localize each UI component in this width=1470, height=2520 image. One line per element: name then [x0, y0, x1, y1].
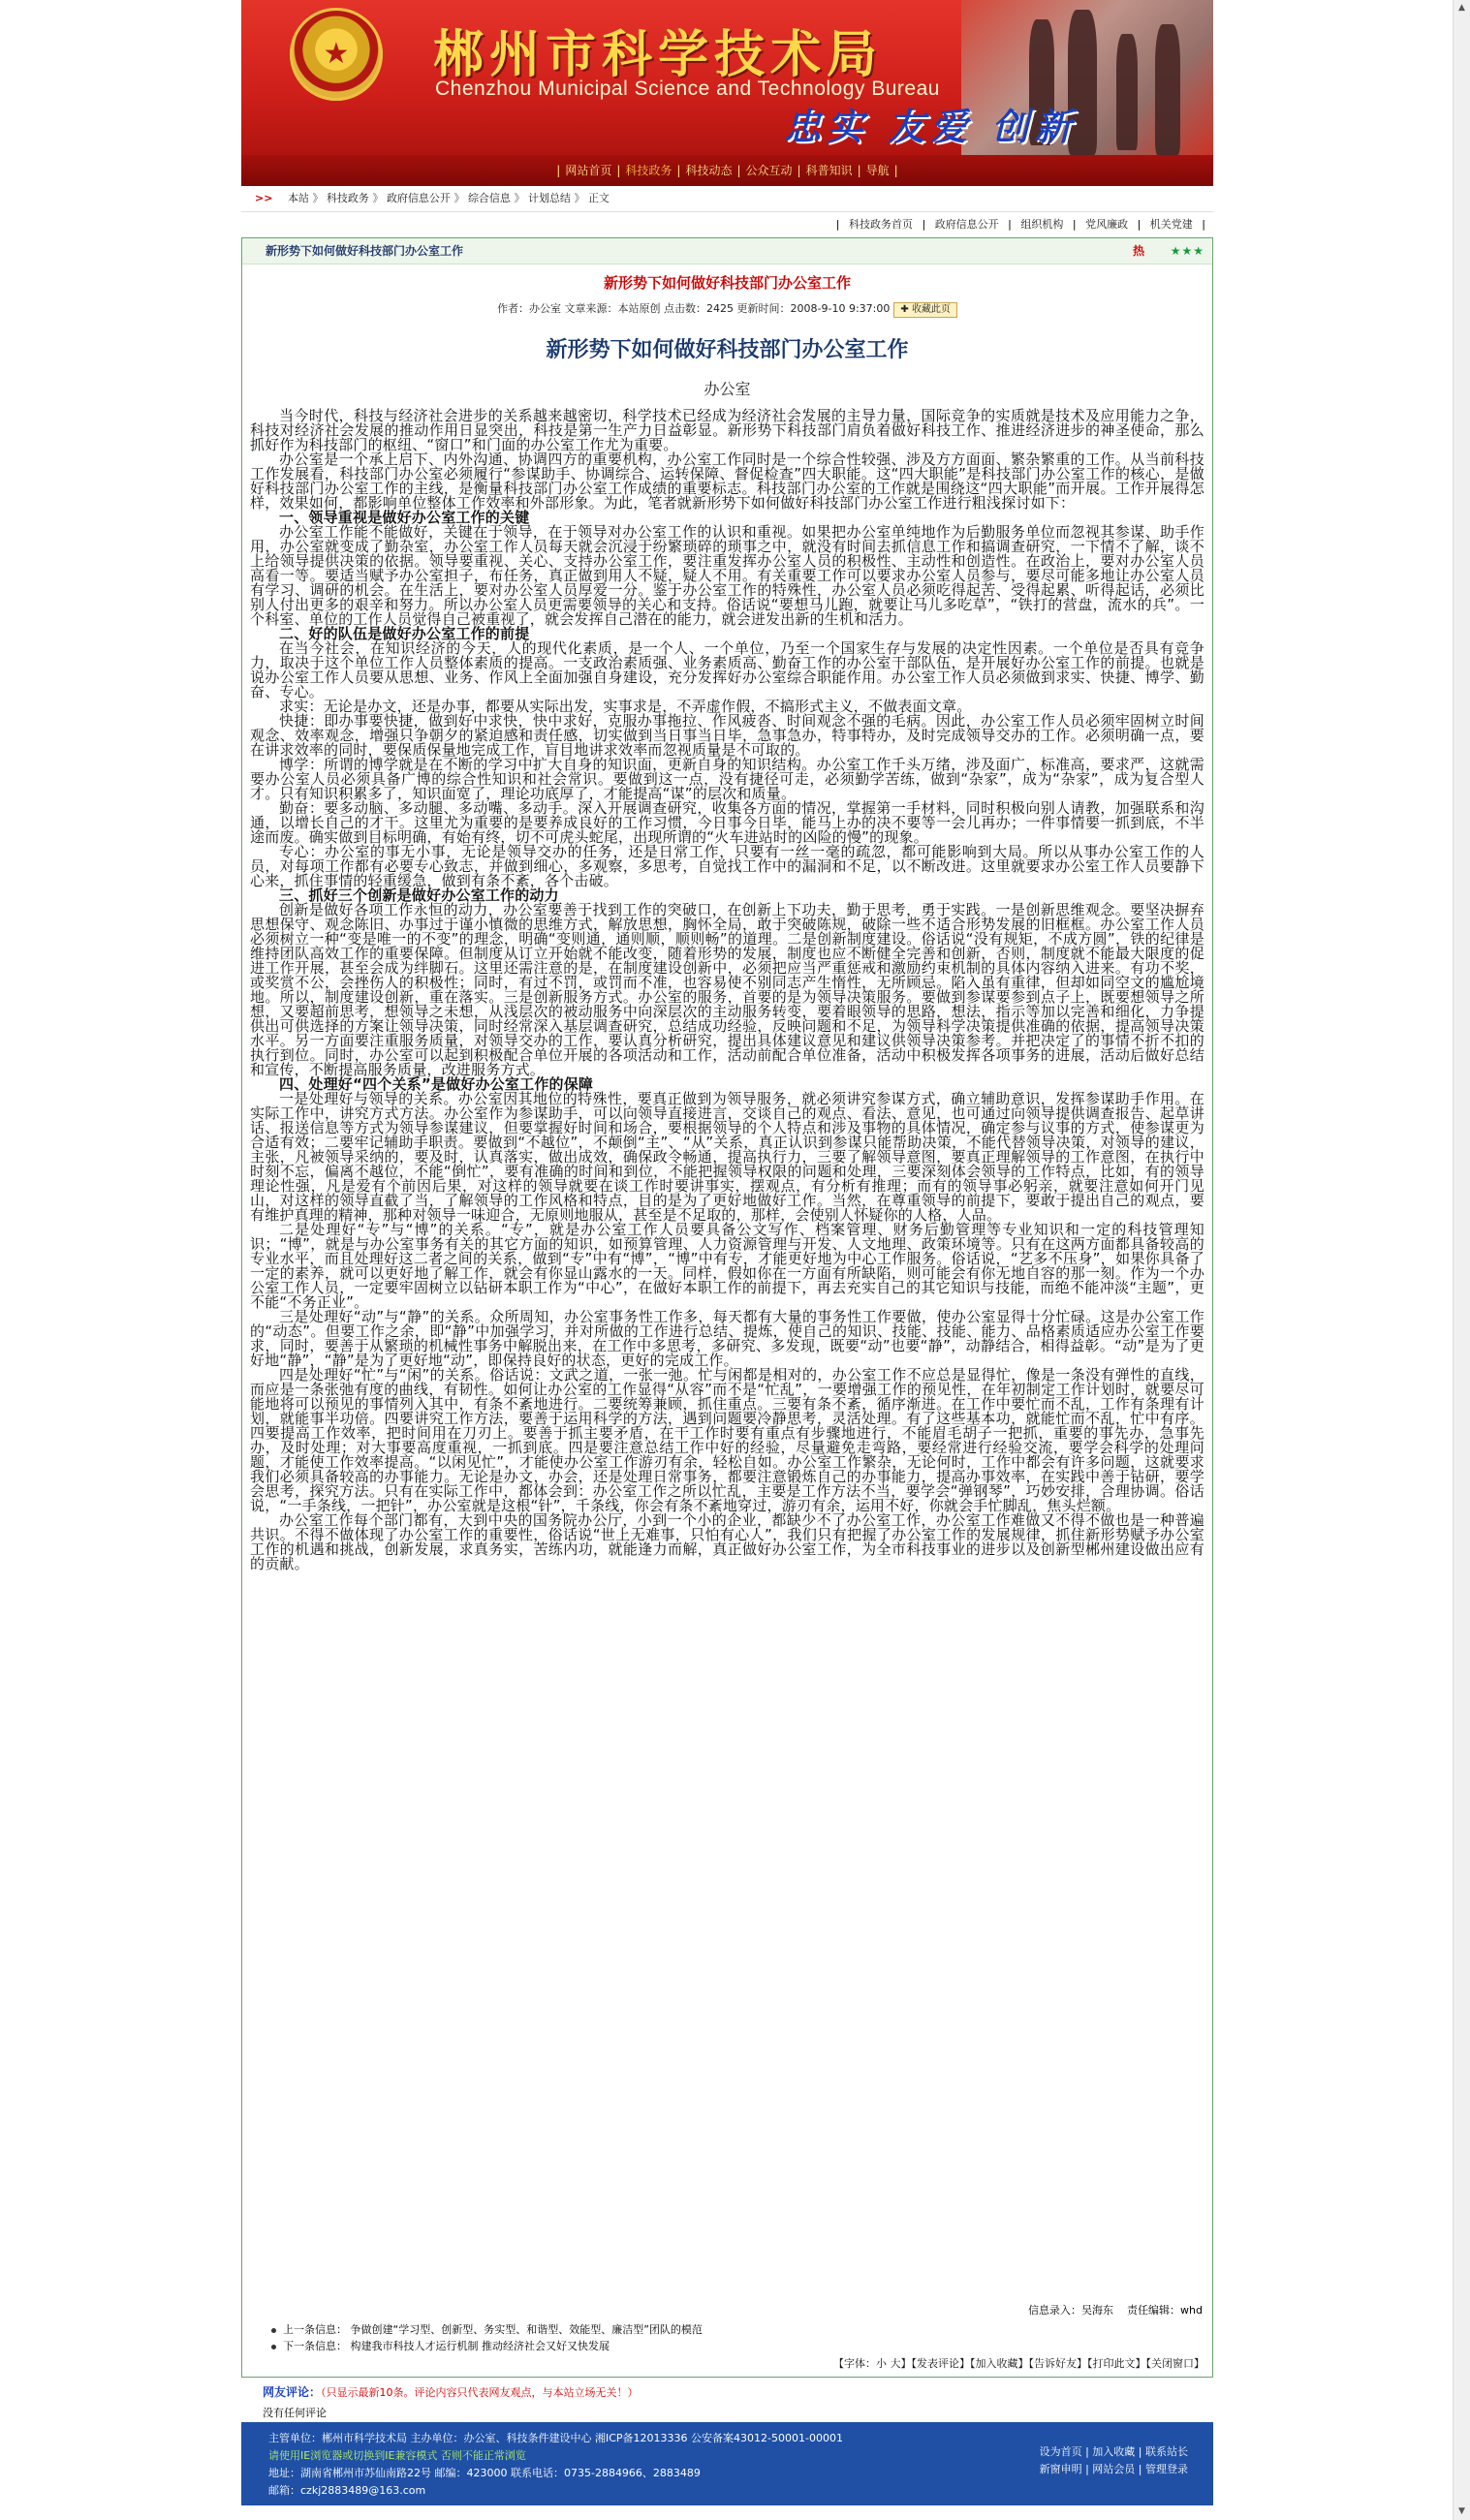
add-favorite-link[interactable]: 加入收藏	[1092, 2445, 1136, 2458]
favorite-button[interactable]: ✚ 收藏此页	[893, 302, 957, 318]
article-body	[250, 409, 1204, 1571]
breadcrumb: >> 本站 》 科技政务 》 政府信息公开 》 综合信息 》 计划总结 》 正文	[241, 186, 1213, 212]
article-paragraph: 创新是做好各项工作永恒的动力，办公室要善于找到工作的突破口，在创新上下功夫，勤于思考，勇于实践。一是创新思维观念。要坚决摒弃思想保守、观念陈旧、办事过于谨小慎微的思维方式，解放思想，胸怀全局，敢于突破陈规，破除一些不适合形势发展的旧框框。办公室工作人员必须树立一种“变是唯一的不变”的理念，明确“变则通，通则顺，顺则畅”的道理。二是创新制度建设。俗话说“没有规矩，不成方圆”，铁的纪律是维持团队高效工作的重要保障。但制度从订立开始就不能改变，随着形势的发展，制度也应不断健全完善和创新，否则，制度就不能最大限度的促进工作开展，甚至会成为绊脚石。这里还需注意的是，在制度建设创新中，必须把应当严重惩戒和激励约束机制的具体内容纳入进来。有功不奖，或奖赏不公，会挫伤人的积极性；同时，有过不罚，或罚而不准，也容易使不别同志产生惰性，无所顾忌。陷入虽有重律，但却如同空文的尴尬境地。所以，制度建设创新，重在落实。三是创新服务方式。办公室的服务，首要的是为领导决策服务。要做到参谋要参到点子上，既要想领导之所想，又要超前思考，想领导之未想，从浅层次的被动服务中向深层次的主动服务转变，要着眼领导的思路，想法，指示等加以完善和细化，力争提供出可供选择的方案让领导决策，同时经常深入基层调查研究，总结成功经验，反映问题和不足，为领导科学决策提供准确的依据，提高领导决策水平。另一方面要注重服务质量，对领导交办的工作，要认真分析研究，提出具体建议意见和建议供领导决策参考。并把决定了的事情不折不扣的执行到位。同时，办公室可以起到积极配合单位开展的各项活动和工作，活动前配合单位准备，活动中积极发挥各项事务的进展，活动后做好总结和宣传，不断提高服务质量，改进服务方式。	[250, 901, 1204, 1078]
font-size-link[interactable]: 【字体：小 大】	[833, 2357, 912, 2370]
footer-links: 设为首页 | 加入收藏 | 联系站长 新窗申明 | 网站会员 | 管理登录	[1039, 2445, 1188, 2475]
article-paragraph: 办公室工作每个部门都有，大到中央的国务院办公厅，小到一个小的企业，都缺少不了办公室工作，办公室工作难做又不得不做也是一种普遍共识。不得不做体现了办公室工作的重要性，俗话说“世上无难事，只怕有心人”，我们只有把握了办公室工作的发展规律，抓住新形势赋予办公室工作的机遇和挑战，创新发展，求真务实，苦练内功，就能逢力而解，真正做好办公室工作，为全市科技事业的进步以及创新型郴州建设做出应有的贡献。	[250, 1511, 1204, 1572]
article-paragraph: 博学：所谓的博学就是在不断的学习中扩大自身的知识面，更新自身的知识结构。办公室工作千头万绪，涉及面广，标准高，要求严，这就需要办公室人员必须具备广博的综合性知识和社会常识。要做到这一点，没有捷径可走，必须勤学苦练，做到“杂家”，成为“杂家”，成为复合型人才。只有知识积累多了，知识面宽了，理论功底厚了，才能提高“谋”的层次和质量。	[250, 756, 1204, 802]
article-toolbar	[833, 2355, 1204, 2371]
tell-friend-link[interactable]: 【告诉好友】	[1028, 2357, 1087, 2370]
admin-login-link[interactable]: 管理登录	[1145, 2463, 1188, 2475]
print-link[interactable]: 【打印此文】	[1087, 2357, 1146, 2370]
article-paragraph: 一是处理好与领导的关系。办公室因其地位的特殊性，要真正做到为领导服务，就必须讲究参谋方式，确立辅助意识，发挥参谋助手作用。在实际工作中，讲究方式方法。办公室作为参谋助手，可以向领导直接进言，交谈自己的观点、看法、意见，也可通过向领导提供调查报告、起草讲话、报送信息等方式为领导参谋建议，但要掌握好时间和场合，要根据领导的个人特点和涉及事物的具体情况，确定参与议事的方式，使参谋更为合适有效；二要牢记辅助手职责。要做到“不越位”，不颠倒“主”、“从”关系，真正认识到参谋只能帮助决策，不能代替领导决策，对领导的建议，主张，凡被领导采纳的，要及时，认真落实，做出成效，确保政令畅通，提高执行力，三要了解领导意图，要真正理解领导的工作意图，在执行中时刻不忘，偏离不越位，不能“倒忙”，要有准确的时间和到位，不能把握领导权限的问题和处理，三要深刻体会领导的工作特点，比如，有的领导理论性强，凡是爱有个前因后果，对这样的领导就要在谈工作时要讲事实，摆观点，有分析有推理；而有的领导事必躬亲，就要注意如何开门见山，对这样的领导直截了当，了解领导的工作风格和特点，目的是为了更好地做好工作。当然，在尊重领导的前提下，要敢于提出自己的观点，要有维护真理的精神，那种对领导一味迎合，无原则地服从，甚至是不足取的，那样，会使别人怀疑你的人格，人品。	[250, 1090, 1204, 1224]
nav-item-news[interactable]: 科技动态	[685, 164, 733, 177]
breadcrumb-item[interactable]: 科技政务	[326, 192, 369, 204]
article-section-heading: 一、领导重视是做好办公室工作的关键	[279, 509, 530, 526]
footer-email: 邮箱：czkj2883489@163.com	[268, 2484, 426, 2497]
footer-address: 地址：湖南省郴州市苏仙南路22号 邮编：423000 联系电话：0735-2884966、2883489	[268, 2467, 701, 2479]
site-footer	[241, 2422, 1213, 2505]
set-homepage-link[interactable]: 设为首页	[1039, 2445, 1082, 2458]
close-window-link[interactable]: 【关闭窗口】	[1145, 2357, 1204, 2370]
breadcrumb-item[interactable]: 本站	[287, 192, 309, 204]
comments-label: 网友评论：	[263, 2385, 322, 2399]
article-box-header	[242, 238, 1212, 264]
scroll-down-icon[interactable]: ▼	[1458, 2506, 1465, 2516]
breadcrumb-current: 正文	[587, 192, 610, 204]
comments-header	[263, 2383, 639, 2400]
article-paragraph: 办公室是一个承上启下、内外沟通、协调四方的重要机构，办公室工作同时是一个综合性较强、涉及方方面面、繁杂繁重的工作。从当前科技工作发展看，科技部门办公室必须履行“参谋助手、协调综合、运转保障、督促检查”四大职能。这“四大职能”是科技部门办公室工作的核心，是做好科技部门办公室工作的主线，是衡量科技部门办公室工作成绩的重要标志。科技部门办公室的工作就是围绕这“四大职能”而开展。工作开展得怎样，效果如何，都影响单位整体工作效率和外部形象。为此，笔者就新形势下如何做好科技部门办公室工作进行粗浅探讨如下：	[250, 451, 1204, 512]
article-paragraph: 三是处理好“动”与“静”的关系。众所周知，办公室事务性工作多，每天都有大量的事务性工作要做，使办公室显得十分忙碌。这是办公室工作的“动态”。但要工作之余，即“静”中加强学习，并对所做的工作进行总结、提炼，使自己的知识、技能、技能、能力、品格素质适应办公室工作要求，同时，要善于从繁琐的机械性事务中解脱出来，在工作中多思考，多研究、多发现，既要“动”也要“静”，动静结合，相得益彰。“动”是为了更好地“静”，“静”是为了更好地“动”，即保持良好的状态，更好的完成工作。	[250, 1308, 1204, 1369]
article-paragraph: 在当今社会，在知识经济的今天，人的现代化素质，是一个人、一个单位，乃至一个国家生存与发展的决定性因素。一个单位是否具有竞争力，取决于这个单位工作人员整体素质的提高。一支政治素质强、业务素质高、勤奋工作的办公室干部队伍，是开展好办公室工作的前提。也就是说办公室工作人员要从思想、业务、作风上全面加强自身建设，充分发挥好办公室综合职能作用。办公室工作人员必须做到求实、快捷、博学、勤奋、专心。	[250, 639, 1204, 700]
article-box	[241, 237, 1213, 2378]
quick-links: | 科技政务首页 | 政府信息公开 | 组织机构 | 党风廉政 | 机关党建 |	[835, 218, 1205, 231]
next-article[interactable]: 下一条信息： 构建我市科技人才运行机制 推动经济社会又好又快发展	[271, 2338, 703, 2354]
article-section-heading: 四、处理好“四个关系”是做好办公室工作的保障	[279, 1075, 594, 1093]
related-articles	[271, 2321, 703, 2354]
article-paragraph: 当今时代，科技与经济社会进步的关系越来越密切，科学技术已经成为经济社会发展的主导力量，国际竞争的实质就是技术及应用能力之争，科技对经济社会发展的推动作用日显突出，科技是第一生产力日益彰显。新形势下科技部门肩负着做好科技工作、推进经济进步的神圣使命，那么抓好作为科技部门的枢纽、“窗口”和门面的办公室工作尤为重要。	[250, 407, 1204, 453]
scroll-up-icon[interactable]: ▲	[1458, 3, 1465, 13]
nav-item-home[interactable]: 网站首页	[565, 164, 612, 177]
site-motto: 忠实 友爱 创新	[784, 106, 1078, 148]
page-scrollbar[interactable]	[1453, 0, 1470, 2520]
article-paragraph: 四是处理好“忙”与“闲”的关系。俗话说：文武之道，一张一弛。忙与闲都是相对的，办公室工作不应总是显得忙，像是一条没有弹性的直线，而应是一条张弛有度的曲线，有韧性。如何让办公室的工作显得“从容”而不是“忙乱”，一要增强工作的预见性，在年初制定工作计划时，就要尽可能地将可以预见的事情列入其中，有条不紊地进行。二要统筹兼顾，抓住重点。三要有条不紊，循序渐进。在工作中要忙而不乱，工作有条理有计划，就能事半功倍。四要讲究工作方法，要善于运用科学的方法，遇到问题要冷静思考，灵活处理。有了这些基本功，就能忙而不乱，忙中有序。四要提高工作效率，把时间用在刀刃上。要善于抓主要矛盾，在干工作时要有重点有步骤地进行，不能眉毛胡子一把抓，重要的事先办，急事先办，及时处理；对大事要高度重视，一抓到底。四是要注意总结工作中好的经验，尽量避免走弯路，要经常进行经验交流，要学会科学的处理问题，才能使工作效率提高。“以闲见忙”，才能使办公室工作游刃有余，轻松自如。办公室工作繁杂，无论何时，工作中都会有许多问题，这就要求我们必须具备较高的办事能力。无论是办文，办会，还是处理日常事务，都要注意锻炼自己的办事能力，提高办事效率，在实践中善于钻研，要学会思考，探究方法。只有在实际工作中，都体会到：办公室工作之所以忙乱，主要是工作方法不当，要学会“弹钢琴”，巧妙安排，合理协调。俗话说，“一手条线，一把针”，办公室就是这根“针”，千条线，你会有条不紊地穿过，游刃有余，运用不好，你就会手忙脚乱，焦头烂额。	[250, 1366, 1204, 1514]
bookmark-link[interactable]: 【加入收藏】	[970, 2357, 1029, 2370]
article-author: 办公室	[704, 380, 751, 398]
article-title: 新形势下如何做好科技部门办公室工作	[546, 338, 909, 362]
breadcrumb-item[interactable]: 政府信息公开	[386, 192, 451, 204]
quicklink-integrity[interactable]: 党风廉政	[1085, 218, 1129, 231]
site-banner	[241, 0, 1213, 155]
article-paragraph: 勤奋：要多动脑、多动腿、多动嘴、多动手。深入开展调查研究，收集各方面的情况，掌握第一手材料，同时积极向别人请教，加强联系和沟通，以增长自己的才干。这里尤为重要的是要养成良好的工作习惯，今日事今日毕，能马上办的决不要等一会儿再办；一件事情要一抓到底，不半途而废。确实做到目标明确，有始有终，切不可虎头蛇尾，出现所谓的“火车进站时的凶险的慢”的现象。	[250, 799, 1204, 846]
site-title: 郴州市科学技术局	[433, 25, 884, 84]
page	[241, 0, 1213, 2497]
comments-note: （只显示最新10条。评论内容只代表网友观点，与本站立场无关！）	[321, 2386, 639, 2399]
box-title: 新形势下如何做好科技部门办公室工作	[266, 244, 464, 258]
article-paragraph: 求实：无论是办文，还是办事，都要从实际出发，实事求是，不弄虚作假，不搞形式主义，不做表面文章。	[279, 698, 972, 715]
quicklink-affairs-home[interactable]: 科技政务首页	[848, 218, 913, 231]
footer-browser-note: 请使用IE浏览器或切换到IE兼容模式 否则不能正常浏览	[268, 2449, 526, 2462]
article-section-heading: 三、抓好三个创新是做好办公室工作的动力	[279, 887, 559, 904]
nav-item-science[interactable]: 科普知识	[805, 164, 853, 177]
members-link[interactable]: 网站会员	[1092, 2463, 1136, 2475]
prev-article[interactable]: 上一条信息： 争做创建“学习型、创新型、务实型、和谐型、效能型、廉洁型”团队的模范	[271, 2321, 703, 2338]
nav-item-interaction[interactable]: 公众互动	[745, 164, 793, 177]
rating-stars: ★★★	[1170, 244, 1204, 258]
favorite-icon: ✚	[900, 304, 912, 315]
article-meta: 作者：办公室 文章来源：本站原创 点击数：2425 更新时间：2008-9-10 9:37:00 ✚ 收藏此页	[242, 300, 1212, 318]
contact-link[interactable]: 联系站长	[1145, 2445, 1188, 2458]
comment-link[interactable]: 【发表评论】	[911, 2357, 970, 2370]
article-paragraph: 专心：办公室的事无小事，无论是领导交办的任务，还是日常工作，只要有一丝一毫的疏忽，都可能影响到大局。所以从事办公室工作的人员，对每项工作都有必要专心致志，并做到细心，多观察，多思考，自觉找工作中的漏洞和不足，以不断改进。这里就要求办公室工作人员要静下心来，抓住事情的轻重缓急，做到有条不紊，各个击破。	[250, 843, 1204, 889]
quicklink-gov-info[interactable]: 政府信息公开	[934, 218, 999, 231]
nav-item-guide[interactable]: 导航	[865, 164, 890, 177]
quicklink-org[interactable]: 组织机构	[1020, 218, 1064, 231]
footer-host: 主管单位：郴州市科学技术局 主办单位：办公室、科技条件建设中心 湘ICP备12013336 公安备案43012-50001-00001	[268, 2432, 843, 2444]
no-comments: 没有任何评论	[263, 2407, 327, 2419]
breadcrumb-item[interactable]: 综合信息	[467, 192, 511, 204]
hot-badge: 热	[1132, 244, 1144, 258]
statement-link[interactable]: 新窗申明	[1039, 2463, 1082, 2475]
article-paragraph: 办公室工作能不能做好，关键在于领导，在于领导对办公室工作的认识和重视。如果把办公室单纯地作为后勤服务单位而忽视其参谋、助手作用，办公室就变成了勤杂室，办公室工作人员每天就会沉浸于纷繁琐碎的琐事之中，就没有时间去抓信息工作和搞调查研究，一下情不了解，谈不上给领导提供决策的依据。领导要重视、关心、支持办公室工作，要注重发挥办公室人员的积极性、主动性和创造性。在政治上，要对办公室人员高看一等。要适当赋予办公室担子，布任务，真正做到用人不疑，疑人不用。有关重要工作可以要求办公室人员参与，要尽可能多地让办公室人员有学习、调研的机会。在生活上，要对办公室人员厚爱一分。鉴于办公室工作的特殊性，办公室人员必须吃得起苦、受得起累、听得起话，必须比别人付出更多的艰辛和努力。所以办公室人员更需要领导的关心和支持。俗话说“要想马儿跑，就要让马儿多吃草”，“铁打的营盘，流水的兵”。一个科室、单位的工作人员觉得自己被重视了，就会发挥自己潜在的能力，就会迸发出新的生机和活力。	[250, 523, 1204, 628]
article-subtitle: 新形势下如何做好科技部门办公室工作	[603, 274, 851, 292]
national-emblem-icon: ★	[290, 8, 383, 101]
nav-item-affairs[interactable]: 科技政务	[625, 164, 672, 177]
quicklink-party[interactable]: 机关党建	[1149, 218, 1193, 231]
article-credit: 信息录入：吴海东 责任编辑：whd	[1028, 2304, 1203, 2317]
breadcrumb-item[interactable]: 计划总结	[527, 192, 571, 204]
main-nav: | 网站首页 | 科技政务 | 科技动态 | 公众互动 | 科普知识 | 导航 |	[241, 155, 1213, 186]
article-paragraph: 二是处理好“专”与“博”的关系。“专”，就是办公室工作人员要具备公文写作、档案管理、财务后勤管理等专业知识和一定的科技管理知识；“博”，就是与办公室事务有关的其它方面的知识，如预算管理、人力资源管理与开发、人文地理、政策环境等。只有在这两方面都具备较高的专业水平，而且处理好这二者之间的关系，做到“专”中有“博”，“博”中有专，才能更好地为中心工作服务。俗话说，“艺多不压身”，如果你具备了一定的素养，就可以更好地了解工作，就会有你显山露水的一天。同样，假如你在一方面有所缺陷，则可能会有你无地自容的那一刻。作为一个办公室工作人员，一定要牢固树立以钻研本职工作为“中心”，在做好本职工作的前提下，再去充实自己的其它知识与技能，而绝不能冲淡“主题”，更不能“不务正业”。	[250, 1221, 1204, 1311]
breadcrumb-arrow-icon: >>	[255, 192, 273, 204]
site-title-english: Chenzhou Municipal Science and Technology Bureau	[435, 78, 940, 100]
article-paragraph: 快捷：即办事要快捷，做到好中求快，快中求好，克服办事拖拉、作风疲沓、时间观念不强的毛病。因此，办公室工作人员必须牢固树立时间观念、效率观念，增强只争朝夕的紧迫感和责任感，切实做到当日事当日毕，急事急办，特事特办，及时完成领导交办的工作。必须明确一点，要在讲求效率的同时，要保质保量地完成工作，盲目地讲求效率而忽视质量是不可取的。	[250, 712, 1204, 759]
article-section-heading: 二、好的队伍是做好办公室工作的前提	[279, 625, 530, 642]
